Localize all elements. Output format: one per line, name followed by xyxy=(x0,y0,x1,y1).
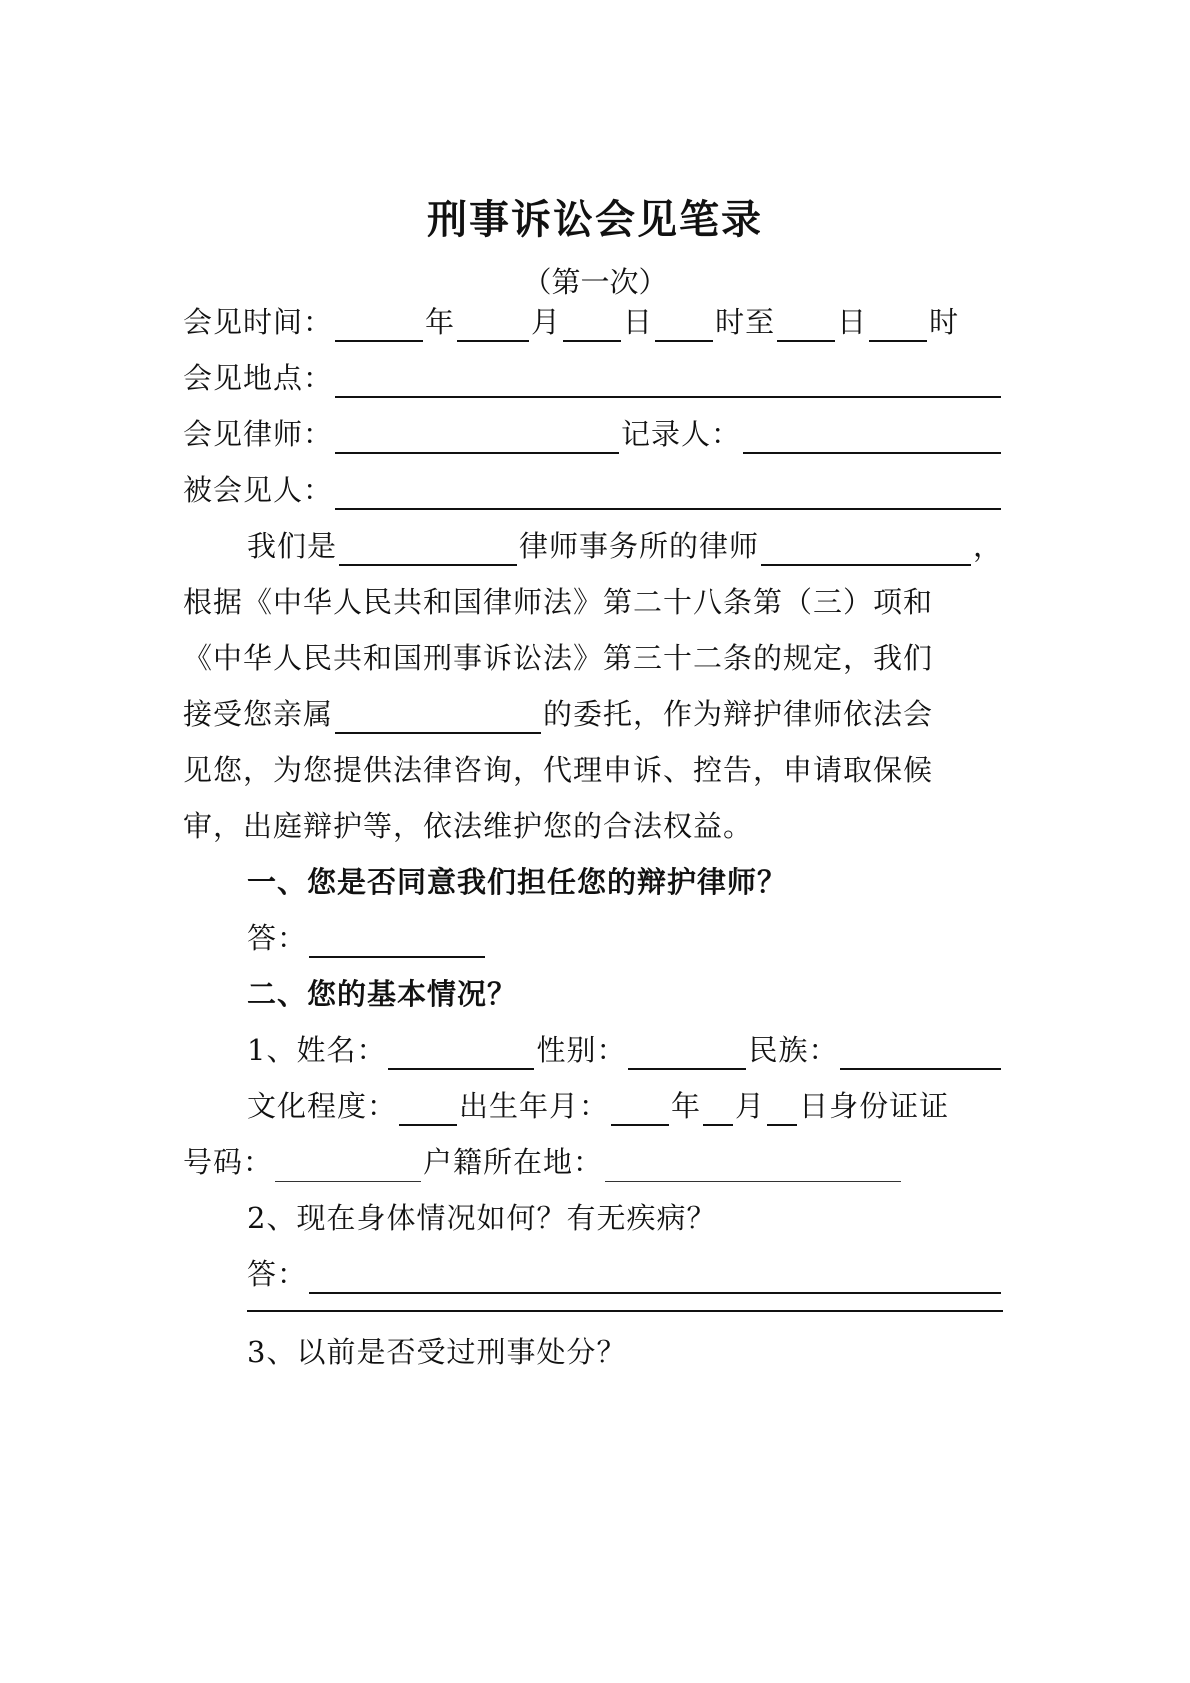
intro-text: 的委托，作为辩护律师依法会 xyxy=(543,697,934,731)
intro-line-1 xyxy=(247,526,1003,566)
day2-blank[interactable] xyxy=(777,310,835,342)
question-text: 二、您的基本情况？ xyxy=(247,977,518,1011)
interviewee-label: 被会见人： xyxy=(183,473,334,507)
question-text: 2、现在身体情况如何？有无疾病？ xyxy=(247,1201,717,1235)
question-4 xyxy=(247,1332,1003,1372)
intro-text: 根据《中华人民共和国律师法》第二十八条第（三）项和 xyxy=(183,585,934,619)
answer-label: 答： xyxy=(247,1257,308,1291)
intro-text: ， xyxy=(972,529,1003,563)
interviewee-row xyxy=(183,470,1003,510)
household-label: 户籍所在地： xyxy=(423,1145,604,1179)
answer-3-extra-line[interactable] xyxy=(247,1310,1003,1312)
year-blank[interactable] xyxy=(335,310,423,342)
intro-text: 见您，为您提供法律咨询，代理申诉、控告，申请取保候 xyxy=(183,753,934,787)
relative-blank[interactable] xyxy=(335,702,541,734)
document-subtitle: （第一次） xyxy=(522,265,668,299)
intro-line-6 xyxy=(183,806,1003,846)
question-text: 3、以前是否受过刑事处分？ xyxy=(247,1335,627,1369)
intro-text: 《中华人民共和国刑事诉讼法》第三十二条的规定，我们 xyxy=(183,641,934,675)
intro-line-3 xyxy=(183,638,1003,678)
name-blank[interactable] xyxy=(388,1038,534,1070)
intro-text: 我们是 xyxy=(247,529,338,563)
intro-line-5 xyxy=(183,750,1003,790)
year-label: 年 xyxy=(425,305,456,339)
answer-3-blank[interactable] xyxy=(309,1262,1001,1294)
birth-month-label: 月 xyxy=(735,1089,766,1123)
recorder-label: 记录人： xyxy=(621,417,742,451)
birth-year-label: 年 xyxy=(671,1089,702,1123)
lawyer-recorder-row xyxy=(183,414,1003,454)
lawyer-blank[interactable] xyxy=(335,422,619,454)
meeting-place-blank[interactable] xyxy=(335,366,1001,398)
intro-line-4 xyxy=(183,694,1003,734)
education-blank[interactable] xyxy=(399,1094,457,1126)
lawyer-name-blank[interactable] xyxy=(761,534,971,566)
meeting-time-row xyxy=(183,302,1003,342)
household-blank[interactable] xyxy=(605,1151,901,1182)
hour2-blank[interactable] xyxy=(869,310,927,342)
question-text: 一、您是否同意我们担任您的辩护律师？ xyxy=(247,865,788,899)
birth-day-blank[interactable] xyxy=(767,1094,797,1126)
law-firm-blank[interactable] xyxy=(339,534,517,566)
answer-label: 答： xyxy=(247,921,308,955)
birth-label: 出生年月： xyxy=(459,1089,610,1123)
gender-label: 性别： xyxy=(536,1033,627,1067)
hour2-label: 时 xyxy=(929,305,960,339)
gender-blank[interactable] xyxy=(628,1038,746,1070)
id-number-label: 号码： xyxy=(183,1145,274,1179)
question-3 xyxy=(247,1198,1003,1238)
recorder-blank[interactable] xyxy=(743,422,1001,454)
ethnicity-label: 民族： xyxy=(748,1033,839,1067)
id-label: 日身份证证 xyxy=(799,1089,950,1123)
question-1 xyxy=(247,862,1003,902)
document-title: 刑事诉讼会见笔录 xyxy=(427,196,763,243)
basic-info-row-2 xyxy=(247,1086,1003,1126)
month-label: 月 xyxy=(531,305,562,339)
intro-text: 审，出庭辩护等，依法维护您的合法权益。 xyxy=(183,809,754,843)
id-number-blank[interactable] xyxy=(275,1151,421,1182)
interviewee-blank[interactable] xyxy=(335,478,1001,510)
intro-text: 接受您亲属 xyxy=(183,697,334,731)
basic-info-row-1 xyxy=(247,1030,1003,1070)
day-label: 日 xyxy=(623,305,654,339)
question-2 xyxy=(247,974,1003,1014)
answer-3-row xyxy=(247,1254,1003,1294)
answer-1-row xyxy=(247,918,1003,958)
hour-to-label: 时至 xyxy=(715,305,776,339)
birth-year-blank[interactable] xyxy=(611,1094,669,1126)
intro-line-2 xyxy=(183,582,1003,622)
month-blank[interactable] xyxy=(457,310,529,342)
meeting-time-label: 会见时间： xyxy=(183,305,334,339)
birth-month-blank[interactable] xyxy=(703,1094,733,1126)
education-label: 文化程度： xyxy=(247,1089,398,1123)
intro-text: 律师事务所的律师 xyxy=(519,529,760,563)
hour-blank[interactable] xyxy=(655,310,713,342)
name-label: 1、姓名： xyxy=(247,1033,387,1067)
day-blank[interactable] xyxy=(563,310,621,342)
meeting-place-row xyxy=(183,358,1003,398)
ethnicity-blank[interactable] xyxy=(840,1038,1001,1070)
day2-label: 日 xyxy=(837,305,868,339)
lawyer-label: 会见律师： xyxy=(183,417,334,451)
basic-info-row-3 xyxy=(183,1142,1003,1182)
meeting-place-label: 会见地点： xyxy=(183,361,334,395)
answer-1-blank[interactable] xyxy=(309,926,485,958)
